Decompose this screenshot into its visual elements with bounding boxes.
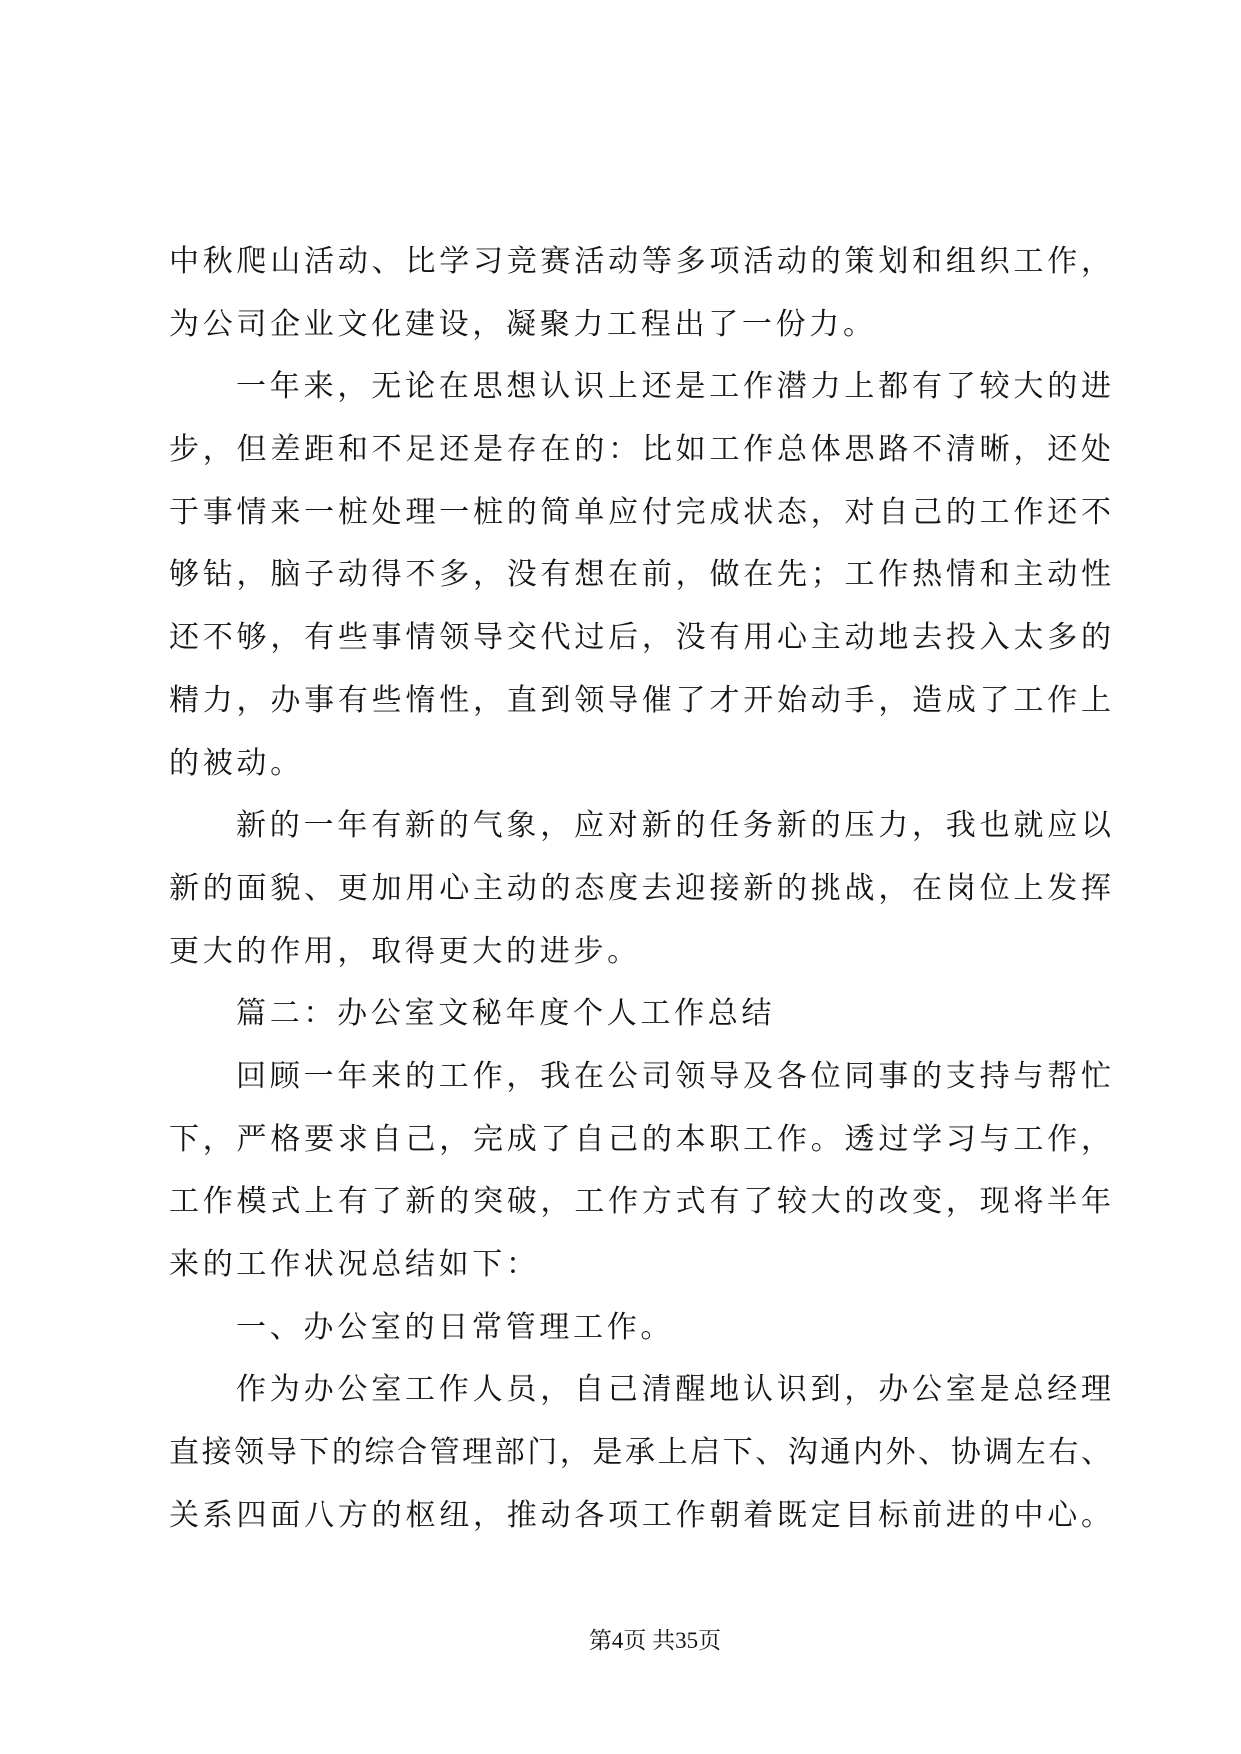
text-line: 来的工作状况总结如下： [169,1247,540,1282]
paragraph [169,356,1113,795]
page-number-footer: 第4页 共35页 [588,1628,722,1653]
text-line: 新的面貌、更加用心主动的态度去迎接新的挑战，在岗位上发挥 [169,870,1113,906]
text-line: 下，严格要求自己，完成了自己的本职工作。透过学习与工作， [169,1121,1113,1157]
text-line: 中秋爬山活动、比学习竞赛活动等多项活动的策划和组织工作， [169,244,1113,279]
paragraph [169,1046,1113,1297]
text-line: 直接领导下的综合管理部门，是承上启下、沟通内外、协调左右、 [169,1435,1113,1471]
text-line: 步，但差距和不足还是存在的：比如工作总体思路不清晰，还处 [169,432,1113,468]
text-line: 作为办公室工作人员，自己清醒地认识到，办公室是总经理 [236,1372,1113,1408]
text-line: 关系四面八方的枢纽，推动各项工作朝着既定目标前进的中心。 [169,1497,1113,1533]
paragraph [169,1359,1113,1547]
text-line: 回顾一年来的工作，我在公司领导及各位同事的支持与帮忙 [236,1058,1113,1094]
document-body [169,231,1113,1547]
text-line: 的被动。 [169,745,304,781]
text-line: 于事情来一桩处理一桩的简单应付完成状态，对自己的工作还不 [169,494,1113,530]
text-line: 精力，办事有些惰性，直到领导催了才开始动手，造成了工作上 [169,682,1113,718]
text-line: 一年来，无论在思想认识上还是工作潜力上都有了较大的进 [236,369,1113,405]
text-line: 工作模式上有了新的突破，工作方式有了较大的改变，现将半年 [169,1184,1113,1220]
paragraph [169,795,1113,983]
paragraph [169,231,1113,356]
subsection-heading [169,1297,1113,1360]
section-heading-text: 篇二：办公室文秘年度个人工作总结 [236,996,776,1032]
section-heading [169,983,1113,1046]
text-line: 为公司企业文化建设，凝聚力工程出了一份力。 [169,306,877,342]
text-line: 还不够，有些事情领导交代过后，没有用心主动地去投入太多的 [169,620,1113,656]
text-line: 更大的作用，取得更大的进步。 [169,933,641,969]
subsection-heading-text: 一、办公室的日常管理工作。 [236,1309,675,1345]
text-line: 够钻，脑子动得不多，没有想在前，做在先；工作热情和主动性 [169,557,1113,593]
text-line: 新的一年有新的气象，应对新的任务新的压力，我也就应以 [236,808,1113,844]
